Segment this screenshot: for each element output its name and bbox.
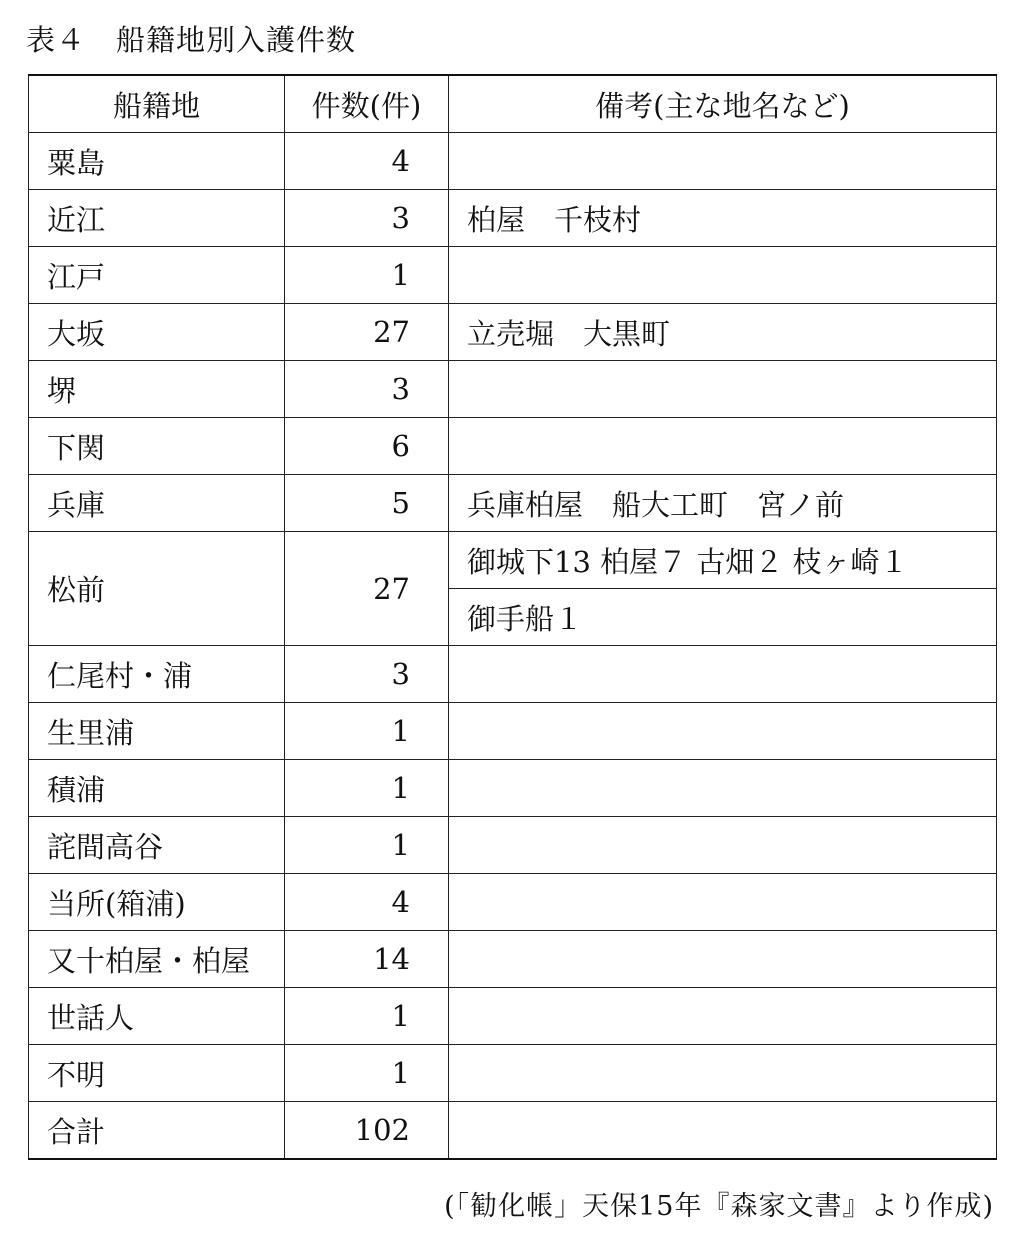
location-cell: 又十柏屋・柏屋 <box>29 931 285 988</box>
count-cell: 3 <box>285 361 449 418</box>
table-row <box>29 418 997 475</box>
table-row <box>29 247 997 304</box>
location-cell: 当所(箱浦) <box>29 874 285 931</box>
count-cell: 1 <box>285 247 449 304</box>
source-note: (「勧化帳」天保15年『森家文書』より作成) <box>444 1191 994 1222</box>
notes-cell: 御手船１ <box>449 589 997 646</box>
notes-cell: 柏屋 千枝村 <box>449 190 997 247</box>
table-row <box>29 190 997 247</box>
table-row <box>29 646 997 703</box>
location-cell: 不明 <box>29 1045 285 1102</box>
count-cell: 1 <box>285 817 449 874</box>
table-row <box>29 1045 997 1102</box>
count-cell: 5 <box>285 475 449 532</box>
location-cell: 江戸 <box>29 247 285 304</box>
table-row <box>29 304 997 361</box>
notes-cell <box>449 874 997 931</box>
count-cell: 1 <box>285 760 449 817</box>
table-row <box>29 532 997 589</box>
table-caption: 表４ 船籍地別入護件数 <box>26 23 357 57</box>
notes-cell <box>449 646 997 703</box>
table-row <box>29 760 997 817</box>
count-cell: 1 <box>285 703 449 760</box>
notes-cell: 御城下13 柏屋７ 古畑２ 枝ヶ崎１ <box>449 532 997 589</box>
count-cell: 6 <box>285 418 449 475</box>
notes-cell: 兵庫柏屋 船大工町 宮ノ前 <box>449 475 997 532</box>
location-cell: 兵庫 <box>29 475 285 532</box>
notes-cell <box>449 988 997 1045</box>
count-cell: 4 <box>285 133 449 190</box>
notes-cell <box>449 817 997 874</box>
header-location: 船籍地 <box>29 75 285 133</box>
notes-cell <box>449 1102 997 1160</box>
location-cell: 近江 <box>29 190 285 247</box>
location-cell: 下関 <box>29 418 285 475</box>
table-row <box>29 361 997 418</box>
table-row <box>29 931 997 988</box>
table-row <box>29 703 997 760</box>
table-row <box>29 817 997 874</box>
location-cell: 大坂 <box>29 304 285 361</box>
table-row <box>29 475 997 532</box>
ship-registry-table <box>28 74 997 1160</box>
count-cell: 102 <box>285 1102 449 1160</box>
notes-cell <box>449 361 997 418</box>
location-cell: 仁尾村・浦 <box>29 646 285 703</box>
location-cell: 積浦 <box>29 760 285 817</box>
header-count: 件数(件) <box>285 75 449 133</box>
notes-cell <box>449 760 997 817</box>
count-cell: 1 <box>285 988 449 1045</box>
location-cell: 粟島 <box>29 133 285 190</box>
location-cell: 松前 <box>29 532 285 646</box>
count-cell: 27 <box>285 532 449 646</box>
table-row <box>29 133 997 190</box>
count-cell: 3 <box>285 190 449 247</box>
count-cell: 14 <box>285 931 449 988</box>
count-cell: 1 <box>285 1045 449 1102</box>
count-cell: 3 <box>285 646 449 703</box>
header-notes: 備考(主な地名など) <box>449 75 997 133</box>
count-cell: 27 <box>285 304 449 361</box>
notes-cell <box>449 931 997 988</box>
table-row <box>29 988 997 1045</box>
location-cell: 詫間高谷 <box>29 817 285 874</box>
location-cell: 合計 <box>29 1102 285 1160</box>
header-row <box>29 75 997 133</box>
notes-cell <box>449 1045 997 1102</box>
notes-cell <box>449 703 997 760</box>
total-row <box>29 1102 997 1160</box>
location-cell: 世話人 <box>29 988 285 1045</box>
notes-cell <box>449 133 997 190</box>
location-cell: 生里浦 <box>29 703 285 760</box>
notes-cell: 立売堀 大黒町 <box>449 304 997 361</box>
notes-cell <box>449 247 997 304</box>
notes-cell <box>449 418 997 475</box>
count-cell: 4 <box>285 874 449 931</box>
location-cell: 堺 <box>29 361 285 418</box>
table-row <box>29 874 997 931</box>
